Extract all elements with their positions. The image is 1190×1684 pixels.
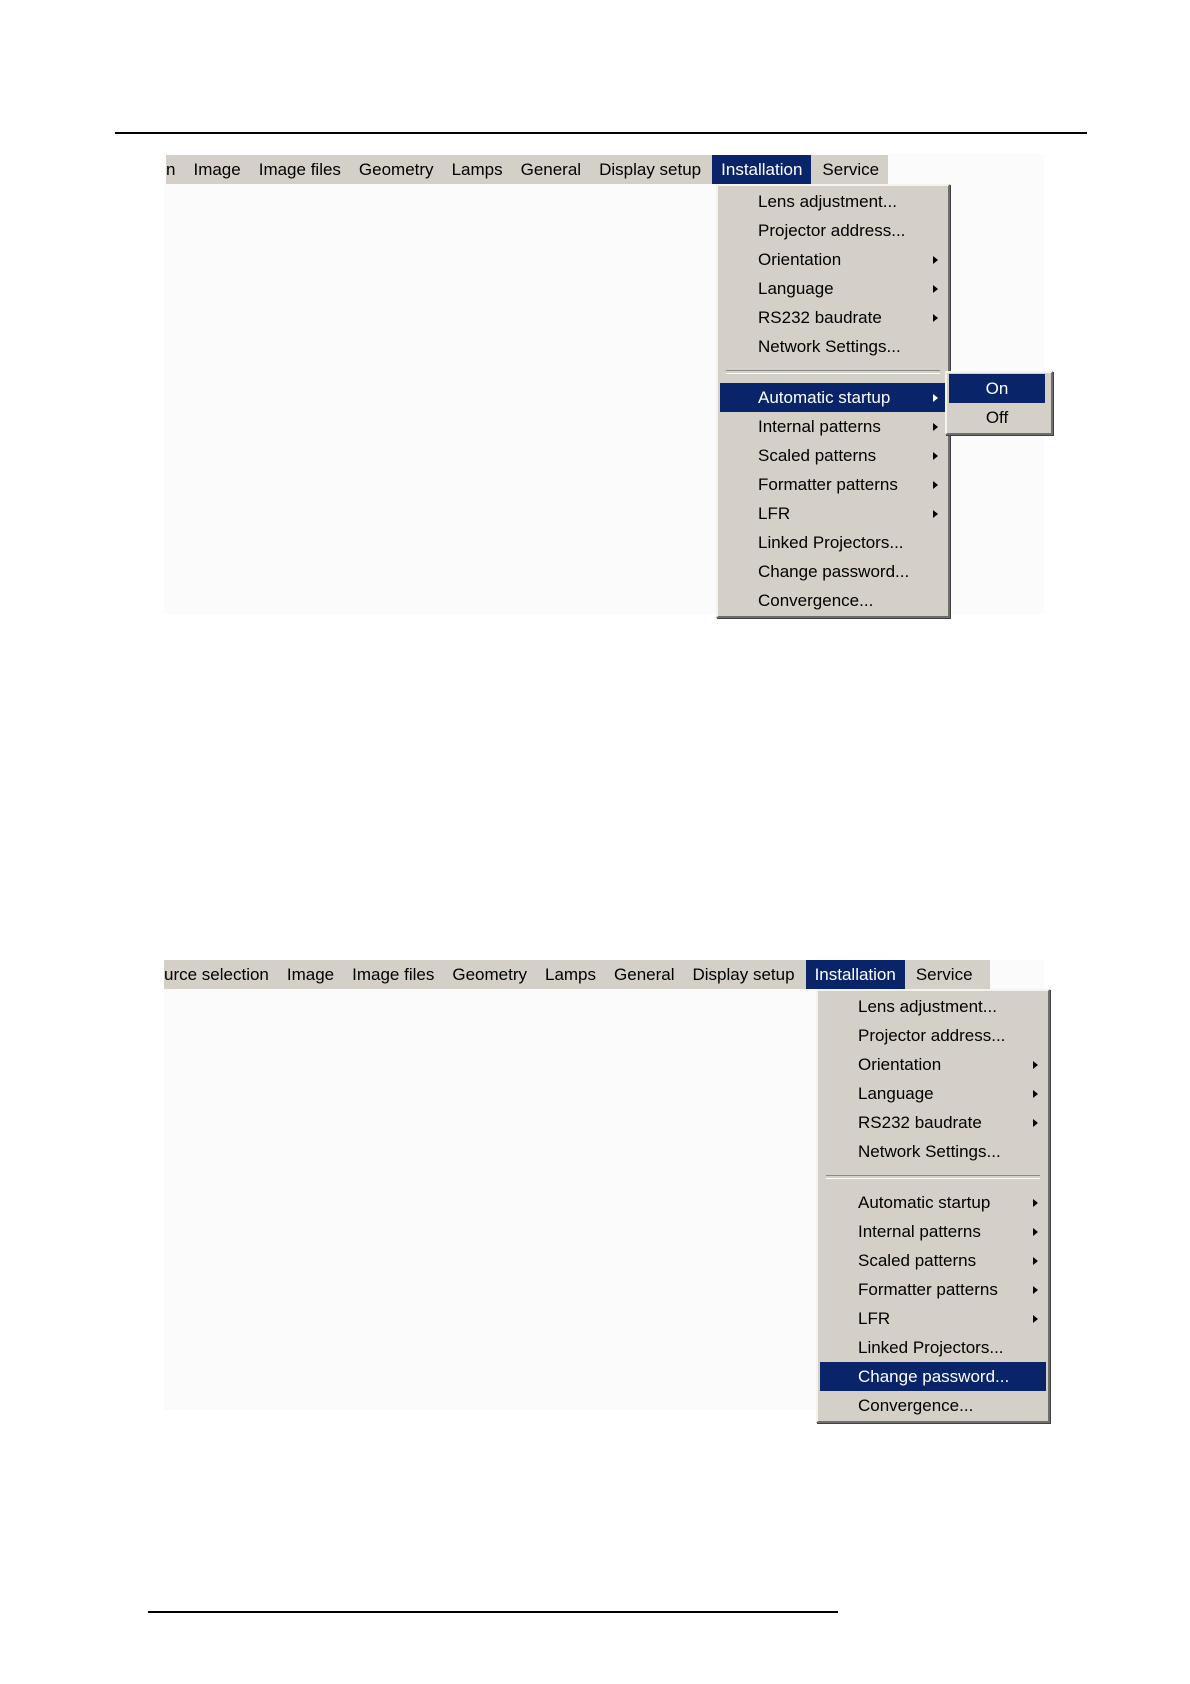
menu-item-label: Network Settings...	[858, 1142, 1001, 1161]
submenu-arrow-icon	[933, 423, 938, 431]
submenu-arrow-icon	[1033, 1199, 1038, 1207]
menu-item-formatter-patterns[interactable]	[820, 1275, 1046, 1304]
submenu-arrow-icon	[933, 510, 938, 518]
header-rule	[115, 132, 1087, 134]
submenu-arrow-icon	[933, 256, 938, 264]
menubar-item-service[interactable]: Service	[915, 965, 973, 984]
menubar-item-display-setup[interactable]: Display setup	[599, 160, 702, 179]
menu-item-label: Linked Projectors...	[758, 533, 904, 552]
menu-item-off[interactable]	[949, 403, 1045, 432]
menu-item-label: RS232 baudrate	[758, 308, 882, 327]
menu-item-scaled-patterns[interactable]	[720, 441, 946, 470]
menu-item-orientation[interactable]	[720, 245, 946, 274]
menu-item-label: Linked Projectors...	[858, 1338, 1004, 1357]
menu-item-convergence[interactable]	[720, 586, 946, 615]
submenu-arrow-icon	[933, 285, 938, 293]
menubar-item-image[interactable]: Image	[193, 160, 241, 179]
menu-item-label: LFR	[758, 504, 791, 523]
menu-item-lfr[interactable]	[820, 1304, 1046, 1333]
menubar-item-installation[interactable]: Installation	[712, 155, 811, 184]
menubar-item-n[interactable]: n	[166, 160, 176, 179]
menu-item-label: On	[985, 379, 1009, 398]
menubar-item-geometry[interactable]: Geometry	[452, 965, 527, 984]
submenu-arrow-icon	[1033, 1061, 1038, 1069]
automatic-startup-submenu	[945, 371, 1053, 435]
submenu-arrow-icon	[1033, 1286, 1038, 1294]
menubar-item-display-setup[interactable]: Display setup	[692, 965, 795, 984]
footer-rule	[148, 1611, 838, 1613]
menu-item-label: Language	[858, 1084, 934, 1103]
menu-separator	[726, 370, 940, 374]
menu-item-language[interactable]	[820, 1079, 1046, 1108]
menubar-item-geometry[interactable]: Geometry	[358, 160, 434, 179]
menubar	[166, 155, 888, 184]
menu-item-label: Scaled patterns	[858, 1251, 977, 1270]
submenu-arrow-icon	[1033, 1228, 1038, 1236]
menu-item-on[interactable]	[949, 374, 1045, 403]
menu-item-linked-projectors[interactable]	[720, 528, 946, 557]
submenu-arrow-icon	[933, 314, 938, 322]
menu-item-formatter-patterns[interactable]	[720, 470, 946, 499]
menu-item-label: Convergence...	[758, 591, 874, 610]
menu-item-scaled-patterns[interactable]	[820, 1246, 1046, 1275]
menu-item-label: Change password...	[758, 562, 910, 581]
menu-item-label: Orientation	[858, 1055, 942, 1074]
menu-item-label: Automatic startup	[758, 388, 891, 407]
menu-item-network-settings[interactable]	[720, 332, 946, 361]
menu-item-label: Lens adjustment...	[758, 192, 897, 211]
menubar-item-general[interactable]: General	[520, 160, 582, 179]
menu-item-label: RS232 baudrate	[858, 1113, 982, 1132]
menu-item-linked-projectors[interactable]	[820, 1333, 1046, 1362]
menubar-item-installation[interactable]: Installation	[806, 960, 905, 989]
menu-item-label: Automatic startup	[858, 1193, 991, 1212]
menubar-item-lamps[interactable]: Lamps	[544, 965, 597, 984]
menu-item-change-password[interactable]	[720, 557, 946, 586]
menu-item-lens-adjustment[interactable]	[720, 187, 946, 216]
menubar-item-urce-selection[interactable]: urce selection	[164, 965, 269, 984]
menu-item-internal-patterns[interactable]	[820, 1217, 1046, 1246]
menu-item-label: Convergence...	[858, 1396, 974, 1415]
menu-item-rs232-baudrate[interactable]	[720, 303, 946, 332]
menu-item-rs232-baudrate[interactable]	[820, 1108, 1046, 1137]
menu-item-projector-address[interactable]	[720, 216, 946, 245]
submenu-arrow-icon	[933, 481, 938, 489]
submenu-arrow-icon	[933, 452, 938, 460]
menu-item-convergence[interactable]	[820, 1391, 1046, 1420]
menu-item-label: Off	[985, 408, 1009, 427]
menu-item-label: Language	[758, 279, 834, 298]
menu-item-lens-adjustment[interactable]	[820, 992, 1046, 1021]
menu-separator	[826, 1175, 1040, 1179]
menu-item-change-password[interactable]	[820, 1362, 1046, 1391]
menubar-item-image-files[interactable]: Image files	[258, 160, 341, 179]
menubar-item-image-files[interactable]: Image files	[352, 965, 435, 984]
menubar-item-general[interactable]: General	[614, 965, 675, 984]
menu-item-orientation[interactable]	[820, 1050, 1046, 1079]
menu-item-label: Formatter patterns	[858, 1280, 998, 1299]
menu-item-label: Projector address...	[758, 221, 906, 240]
submenu-arrow-icon	[1033, 1090, 1038, 1098]
menu-item-projector-address[interactable]	[820, 1021, 1046, 1050]
menu-item-automatic-startup[interactable]	[720, 383, 946, 412]
installation-menu	[816, 989, 1050, 1423]
menu-item-label: Change password...	[858, 1367, 1010, 1386]
menu-item-automatic-startup[interactable]	[820, 1188, 1046, 1217]
submenu-arrow-icon	[933, 394, 938, 402]
submenu-arrow-icon	[1033, 1315, 1038, 1323]
menubar-item-image[interactable]: Image	[286, 965, 335, 984]
installation-menu	[716, 184, 950, 618]
menu-item-network-settings[interactable]	[820, 1137, 1046, 1166]
menu-item-label: LFR	[858, 1309, 891, 1328]
submenu-arrow-icon	[1033, 1257, 1038, 1265]
menu-item-label: Lens adjustment...	[858, 997, 997, 1016]
menubar-item-service[interactable]: Service	[822, 160, 880, 179]
menu-item-language[interactable]	[720, 274, 946, 303]
menu-item-lfr[interactable]	[720, 499, 946, 528]
menu-item-label: Formatter patterns	[758, 475, 898, 494]
menu-item-label: Projector address...	[858, 1026, 1006, 1045]
menu-item-label: Network Settings...	[758, 337, 901, 356]
menubar-item-lamps[interactable]: Lamps	[451, 160, 503, 179]
menubar	[164, 960, 990, 989]
menu-item-label: Internal patterns	[858, 1222, 981, 1241]
menu-item-label: Internal patterns	[758, 417, 881, 436]
menu-item-label: Orientation	[758, 250, 842, 269]
menu-item-internal-patterns[interactable]	[720, 412, 946, 441]
menu-item-label: Scaled patterns	[758, 446, 877, 465]
submenu-arrow-icon	[1033, 1119, 1038, 1127]
